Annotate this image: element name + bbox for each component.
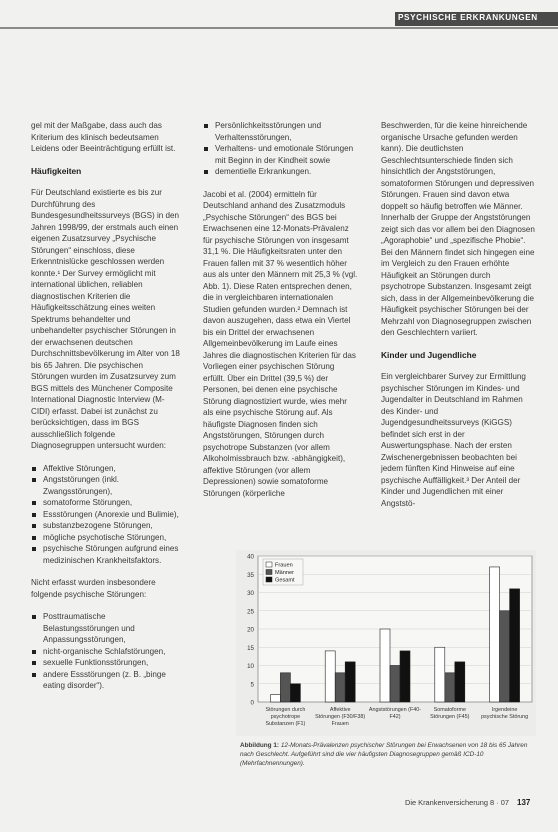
y-tick-label: 15	[247, 644, 254, 652]
x-tick-label: Störungen (F30/F38)	[315, 714, 366, 720]
bar-männer	[445, 673, 455, 702]
bar-gesamt	[510, 589, 520, 702]
list-item: nicht-organische Schlafstörungen,	[31, 646, 181, 658]
legend-label: Gesamt	[275, 577, 295, 584]
x-tick-label: Substanzen (F1)	[265, 721, 306, 727]
x-tick-label: psychische Störung	[481, 714, 529, 720]
caption-text: 12-Monats-Prävalenzen psychischer Störungen bei Erwachsenen von 18 bis 65 Jahren nach Geschlecht. Aufgeführt sind die vier häufigsten Diagnosegruppen gemäß ICD-10 (Mehrfachnennungen).	[240, 742, 528, 767]
bar-männer	[500, 611, 510, 702]
diagnosis-list	[31, 463, 181, 567]
text-column-1	[31, 120, 181, 703]
bar-gesamt	[290, 684, 300, 702]
bar-männer	[280, 673, 290, 702]
legend-label: Frauen	[275, 562, 293, 569]
list-item: mögliche psychotische Störungen,	[31, 532, 181, 544]
y-tick-label: 20	[247, 626, 254, 634]
section-heading-kinder: Kinder und Jugendliche	[381, 349, 477, 360]
excluded-list	[31, 611, 181, 692]
x-tick-label: Störungen (F45)	[430, 714, 470, 720]
bar-frauen	[435, 647, 445, 702]
bar-frauen	[325, 651, 335, 702]
y-tick-label: 0	[250, 699, 254, 707]
text-column-3	[381, 120, 535, 520]
x-tick-label: Angststörungen (F40-	[368, 707, 422, 713]
y-tick-label: 30	[247, 590, 254, 597]
x-tick-label: Somatoforme	[433, 707, 466, 713]
bar-frauen	[380, 629, 390, 702]
list-item: Angststörungen (inkl. Zwangsstörungen),	[31, 474, 181, 497]
x-tick-label: psychotrope	[270, 714, 301, 720]
list-item: substanzbezogene Störungen,	[31, 520, 181, 532]
chart-svg	[236, 550, 536, 736]
x-tick-label: Frauen	[331, 721, 349, 727]
list-item: Essstörungen (Anorexie und Bulimie),	[31, 509, 181, 521]
x-tick-label: Affektive	[329, 707, 351, 713]
page-footer	[405, 798, 530, 807]
y-tick-label: 35	[247, 571, 254, 579]
legend-swatch	[266, 570, 272, 575]
section-title: PSYCHISCHE ERKRANKUNGEN	[398, 13, 538, 22]
legend-swatch	[266, 562, 272, 567]
y-tick-label: 25	[247, 608, 254, 616]
list-item: sexuelle Funktionsstörungen,	[31, 657, 181, 669]
y-tick-label: 5	[250, 681, 254, 689]
paragraph: Ein vergleichbarer Survey zur Ermittlung psychischer Störungen im Kindes- und Jugendalter in Deutschland im Rahmen des Kinder- und Jugendgesundheitssurveys (KiGGS) befindet sich erst in der Auswertungsphase. Nach der ersten Zwischenergebnissen beobachten bei jedem fünften Kind Hinweise auf eine psychische Auffälligkeit.³ Der Anteil der Kinder und Jugendlichen mit einer Angststö-	[381, 372, 526, 508]
x-tick-label: Störungen durch	[265, 707, 306, 713]
journal-name: Die Krankenversicherung 8 · 07	[405, 798, 509, 807]
page-number: 137	[517, 798, 531, 807]
bar-gesamt	[400, 651, 410, 702]
list-item: somatoforme Störungen,	[31, 497, 181, 509]
legend-label: Männer	[275, 570, 294, 576]
prevalence-chart	[236, 550, 536, 736]
list-item: Verhaltens- und emotionale Störungen mit Beginn in der Kindheit sowie	[203, 143, 358, 166]
bar-frauen	[270, 695, 280, 702]
text-column-2	[203, 120, 358, 510]
header-rule	[0, 27, 558, 29]
caption-label: Abbildung 1:	[240, 742, 280, 749]
list-item: Persönlichkeitsstörungen und Verhaltensstörungen,	[203, 120, 358, 143]
list-item: Affektive Störungen,	[31, 463, 181, 475]
x-tick-label: Irgendeine	[491, 707, 518, 713]
paragraph: Nicht erfasst wurden insbesondere folgende psychische Störungen:	[31, 578, 156, 599]
bar-männer	[390, 666, 400, 703]
figure-caption	[240, 742, 532, 768]
paragraph: Jacobi et al. (2004) ermitteln für Deutschland anhand des Zusatzmoduls „Psychische Störungen“ des BGS bei Erwachsenen eine 12-Monats-Prävalenz für psychische Störungen von insgesamt 31,1 %. Die Häufigkeitsraten unter den Frauen fallen mit 37 % wesentlich höher aus als unter den Männern mit 25,3 % (vgl. Abb. 1). Diese Raten entsprechen denen, die in vergleichbaren internationalen Studien gefunden wurden.² Demnach ist davon auszugehen, dass etwa ein Viertel bis ein Drittel der erwachsenen Allgemeinbevölkerung im Laufe eines Jahres die diagnostischen Kriterien für das Vorliegen einer psychischen Störung erfüllt. Über ein Drittel (39,5 %) der Personen, bei denen eine psychische Störung diagnostiziert wurde, wies mehr als eine psychische Störung auf. Als häufigste Diagnosen finden sich Angststörungen, Störungen durch psychotrope Substanzen (vor allem Alkoholmissbrauch bzw. -abhängigkeit), affektive Störungen (vor allem Depressionen) sowie somatoforme Störungen (körperliche	[203, 189, 358, 498]
bar-gesamt	[455, 662, 465, 702]
bar-gesamt	[345, 662, 355, 702]
paragraph: gel mit der Maßgabe, dass auch das Kriterium des klinisch bedeutsamen Leidens oder Beeinträchtigung erfüllt ist.	[31, 121, 176, 153]
paragraph: Für Deutschland existierte es bis zur Durchführung des Bundesgesundheitssurveys (BGS) in den Jahren 1998/99, der erstmals auch einen eigenen Zusatzsurvey „Psychische Störungen“ einschloss, diese Erkenntnislücke geschlossen werden konnte.¹ Der Survey ermöglicht mit international üblichen, reliablen diagnostischen Kriterien die Häufigkeitsschätzung eines weiten Spektrums behandelter und unbehandelter psychischer Störungen in der erwachsenen deutschen Durchschnittsbevölkerung im Alter von 18 bis 65 Jahren. Die psychischen Störungen wurden im Zusatzsurvey zum BGS mittels des Münchener Composite International Diagnostic Interview (M-CIDI) erfasst. Dabei ist zunächst zu berücksichtigen, dass im BGS ausschließlich folgende Diagnosegruppen untersucht wurden:	[31, 188, 180, 450]
bar-männer	[335, 673, 345, 702]
excluded-list-continued	[203, 120, 358, 178]
section-heading-haeufigkeiten: Häufigkeiten	[31, 165, 82, 176]
y-tick-label: 40	[247, 553, 254, 561]
list-item: andere Essstörungen (z. B. „binge eating disorder“).	[31, 669, 181, 692]
list-item: psychische Störungen aufgrund eines medizinischen Krankheitsfaktors.	[31, 543, 181, 566]
list-item: Posttraumatische Belastungsstörungen und Anpassungsstörungen,	[31, 611, 181, 646]
paragraph: Beschwerden, für die keine hinreichende organische Ursache gefunden werden kann). Die deutlichsten Geschlechtsunterschiede finden sich hinsichtlich der Angststörungen, somatoformen Störungen und depressiven Störungen. Frauen sind davon etwa doppelt so häufig betroffen wie Männer. Innerhalb der Gruppe der Angststörungen zeigt sich das vor allem bei den Diagnosen „Agoraphobie“ und „spezifische Phobie“. Bei den Männern findet sich hingegen eine im Vergleich zu den Frauen erhöhte Häufigkeit an Störungen durch psychotrope Substanzen. Insgesamt zeigt sich, dass in der Allgemeinbevölkerung die Häufigkeit psychischer Störungen bei der Mehrzahl von Diagnosegruppen zwischen den Geschlechtern variiert.	[381, 121, 535, 337]
list-item: dementielle Erkrankungen.	[203, 166, 358, 178]
bar-frauen	[490, 567, 500, 702]
x-tick-label: F42)	[389, 714, 401, 720]
y-tick-label: 10	[247, 663, 254, 670]
legend-swatch	[266, 577, 272, 582]
